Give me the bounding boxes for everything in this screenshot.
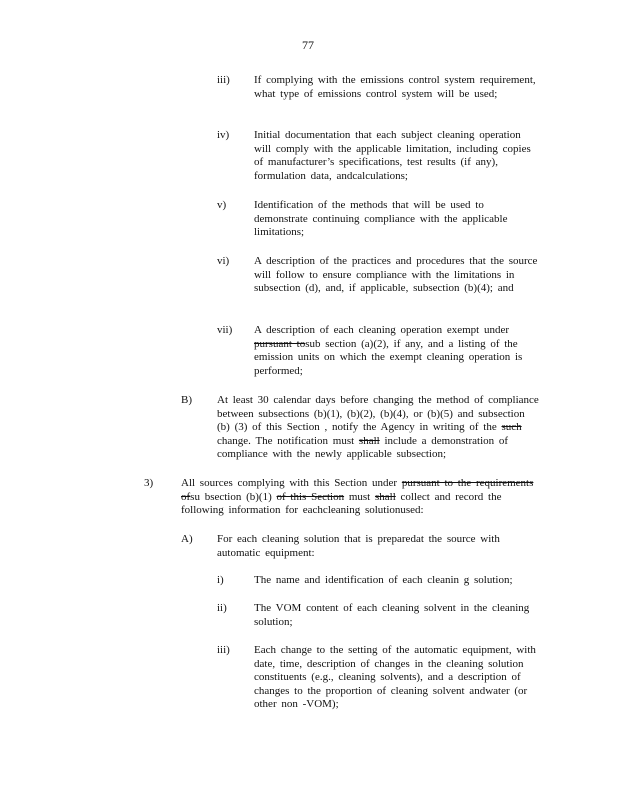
item-label-B: B) (181, 394, 192, 406)
item-label-iv: iv) (217, 129, 230, 141)
item-label-iii-b: iii) (217, 644, 230, 656)
item-text-vii (254, 324, 539, 378)
B-text-b: the (483, 421, 497, 434)
item-label-ii: ii) (217, 602, 227, 614)
B-text-c: change. The notification (217, 434, 329, 447)
three-text-b: su bsection (b)(1) (190, 490, 272, 503)
item-label-v: v) (217, 199, 227, 211)
B-text-d: must (332, 434, 355, 447)
item-text-iv: Initial documentation that each subject cleaning operation will comply with the applicable limitation, including copies of manufacturer’s specifications, test results (if any), formulation data, andcalculations; (254, 129, 531, 182)
vii-struck-a: pursuant to (254, 337, 306, 350)
three-struck-c: shall (374, 490, 396, 503)
B-text-e: include a demonstration of compliance with the newly applicable subsection; (217, 434, 509, 461)
item-label-vi: vi) (217, 255, 230, 267)
item-text-v: Identification of the methods that will be used to demonstrate continuing compliance with the applicable limitations; (254, 199, 508, 239)
B-struck-b: such (501, 421, 522, 434)
item-label-3: 3) (144, 477, 154, 489)
item-label-i: i) (217, 574, 224, 586)
three-text-d: collect and record the following information for eachcleaning solutionused: (181, 490, 502, 517)
page-number: 77 (302, 38, 314, 52)
B-struck-d: shall (358, 434, 380, 447)
three-struck-a: pursuant to the requirements of (181, 477, 534, 503)
item-label-iii-a: iii) (217, 74, 230, 86)
item-text-i: The name and identification of each cleanin g solution; (254, 574, 513, 586)
item-text-iii-a: If complying with the emissions control system requirement, what type of emissions control system will be used; (254, 74, 536, 100)
item-text-vi: A description of the practices and procedures that the source will follow to ensure compliance with the limitations in subsection (d), and, if applicable, subsection (b)(4); and (254, 255, 538, 295)
three-struck-b: of this Section (276, 490, 345, 503)
item-text-iii-b: Each change to the setting of the automatic equipment, with date, time, description of changes in the cleaning solution constituents (e.g., cleaning solvents), and a description of changes to the proportion of cleaning solvent andwater (or other non -VOM); (254, 644, 536, 711)
item-label-A: A) (181, 533, 193, 545)
item-text-ii: The VOM content of each cleaning solvent in the cleaning solution; (254, 602, 530, 628)
item-text-B (217, 394, 539, 462)
item-text-3 (181, 477, 539, 518)
item-label-vii: vii) (217, 324, 233, 336)
three-text-c: must (348, 490, 371, 503)
vii-text-a: A description of each cleaning operation exempt under (254, 324, 509, 336)
B-text-a: At least 30 calendar days before changing the method of compliance between subsections (b)(1), (b)(2), (b)(4), or (b)(5) and subsection (b) (3) of this Section , notify the Agency in writing of (217, 394, 539, 434)
item-text-A: For each cleaning solution that is preparedat the source with automatic equipment: (217, 533, 500, 559)
vii-text-b: sub section (a)(2), if any, and a listing of the emission units on which the exempt cleaning operation is performed; (254, 337, 523, 377)
three-text-a: All sources complying with this Section under (181, 477, 398, 489)
